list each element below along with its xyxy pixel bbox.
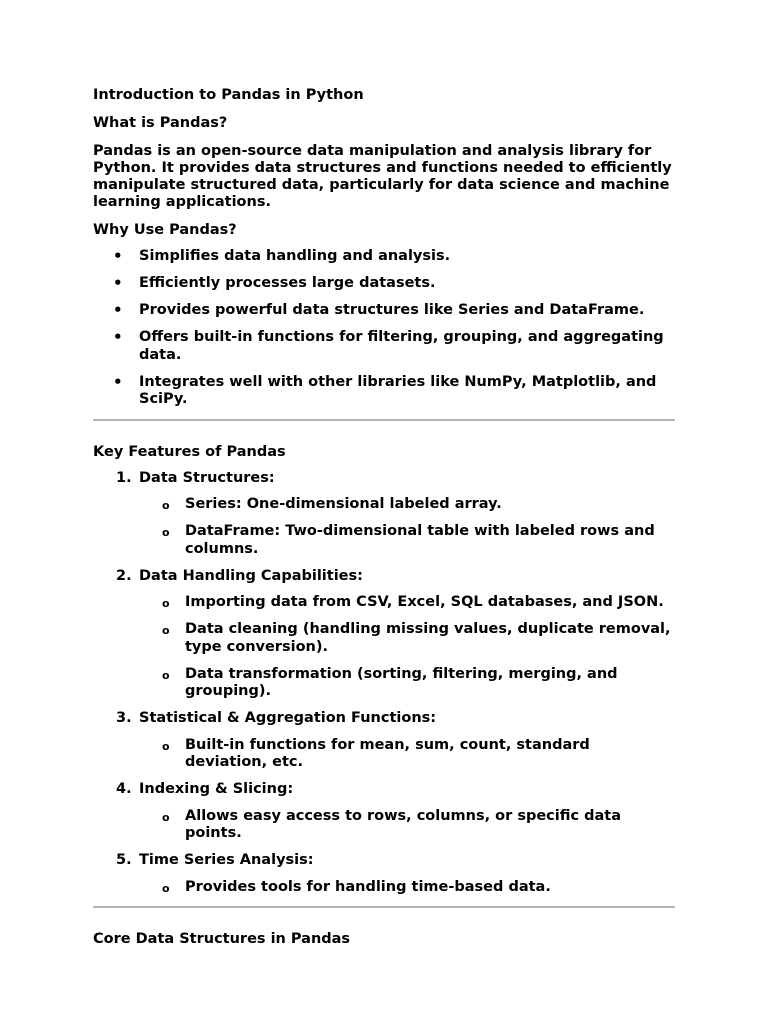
feature-number: 2. (116, 567, 132, 584)
list-item: o Provides tools for handling time-based data. (139, 879, 675, 897)
document-title: Introduction to Pandas in Python (93, 87, 364, 103)
sub-bullet-marker: o (162, 499, 170, 512)
section-divider (93, 419, 675, 421)
bullet-marker: • (113, 301, 123, 319)
sub-bullet-marker: o (162, 624, 170, 637)
bullet-marker: • (113, 247, 123, 265)
feature-title: Data Handling Capabilities: (139, 567, 363, 584)
feature-number: 1. (116, 469, 132, 486)
what-heading: What is Pandas? (93, 115, 228, 131)
sub-bullet-marker: o (162, 668, 170, 682)
why-heading: Why Use Pandas? (93, 222, 237, 238)
list-item: o Data transformation (sorting, filtering, merging, and grouping). (162, 665, 618, 699)
bullet-marker: • (113, 274, 123, 292)
list-item: o Allows easy access to rows, columns, or specific data points. (162, 807, 622, 841)
feature-item (93, 568, 675, 701)
feature-number: 5. (116, 852, 132, 868)
sub-bullet-marker: o (162, 597, 170, 610)
feature-sublist (139, 594, 675, 701)
feature-sublist (139, 808, 675, 843)
list-item: • Offers built-in functions for filtering, grouping, and aggregating data. (113, 328, 664, 363)
feature-title: Time Series Analysis: (139, 852, 314, 868)
list-item: o DataFrame: Two-dimensional table with labeled rows and columns. (162, 523, 655, 557)
feature-title: Indexing & Slicing: (139, 781, 294, 797)
sub-bullet-marker: o (162, 739, 170, 753)
feature-sublist (139, 879, 675, 897)
why-list (93, 248, 675, 409)
feature-number: 3. (116, 710, 132, 726)
list-item: o Built-in functions for mean, sum, count, standard deviation, etc. (162, 736, 590, 770)
sub-bullet-marker: o (162, 526, 170, 539)
what-paragraph: Pandas is an open-source data manipulation and analysis library for Python. It provides data structures and functions needed to efficiently manipulate structured data, particularly for data science and machine learning applications. (93, 143, 672, 210)
document-page (93, 86, 675, 949)
features-list (93, 470, 675, 897)
feature-item (93, 781, 675, 843)
feature-title: Statistical & Aggregation Functions: (139, 710, 437, 726)
bullet-marker: • (113, 372, 123, 391)
core-heading: Core Data Structures in Pandas (93, 931, 351, 947)
feature-sublist (139, 496, 675, 558)
feature-item (93, 852, 675, 896)
feature-sublist (139, 737, 675, 772)
list-item: • Simplifies data handling and analysis. (113, 247, 451, 265)
features-heading: Key Features of Pandas (93, 443, 286, 460)
bullet-marker: • (113, 328, 123, 346)
feature-title: Data Structures: (139, 469, 275, 486)
feature-number: 4. (116, 781, 132, 797)
section-divider (93, 906, 675, 908)
sub-bullet-marker: o (162, 881, 170, 895)
feature-item (93, 470, 675, 559)
sub-bullet-marker: o (162, 810, 170, 824)
list-item: o Importing data from CSV, Excel, SQL databases, and JSON. (139, 594, 675, 612)
list-item: • Provides powerful data structures like Series and DataFrame. (113, 301, 645, 319)
list-item: • Integrates well with other libraries like NumPy, Matplotlib, and SciPy. (113, 372, 657, 407)
list-item: o Data cleaning (handling missing values, duplicate removal, type conversion). (162, 621, 671, 655)
list-item: o Series: One-dimensional labeled array. (139, 496, 675, 514)
list-item: • Efficiently processes large datasets. (113, 274, 436, 292)
feature-item (93, 710, 675, 772)
